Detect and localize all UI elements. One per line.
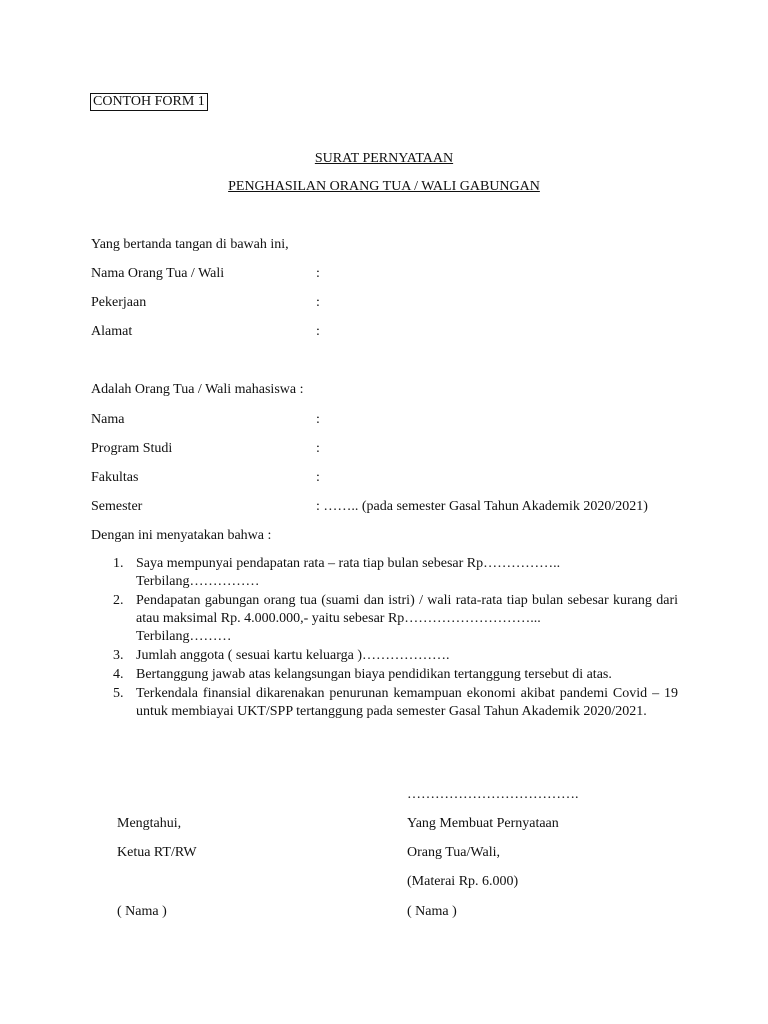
student-name-label: Nama xyxy=(91,412,125,427)
statement-item xyxy=(113,647,678,665)
witness-name: ( Nama ) xyxy=(117,904,167,919)
document-subtitle: PENGHASILAN ORANG TUA / WALI GABUNGAN xyxy=(228,179,540,194)
occupation-label: Pekerjaan xyxy=(91,295,147,310)
semester-value: : …….. (pada semester Gasal Tahun Akademik 2020/2021) xyxy=(316,499,648,514)
statement-number: 2. xyxy=(113,593,124,608)
statement-number: 4. xyxy=(113,667,124,682)
signature-date-line: ………………………………. xyxy=(407,787,579,802)
statement-text: Saya mempunyai pendapatan rata – rata tiap bulan sebesar Rp…………….. xyxy=(136,556,561,571)
parent-name-label: Nama Orang Tua / Wali xyxy=(91,266,225,281)
statement-item xyxy=(113,666,678,684)
parent-name-colon: : xyxy=(316,266,320,281)
statement-text: Bertanggung jawab atas kelangsungan biaya pendidikan tertanggung tersebut di atas. xyxy=(136,667,612,682)
study-program-colon: : xyxy=(316,441,320,456)
statement-text: Pendapatan gabungan orang tua (suami dan istri) / wali rata-rata tiap bulan sebesar kurang dari atau maksimal Rp. 4.000.000,- yaitu sebesar Rp………………………... xyxy=(136,593,678,626)
semester-label: Semester xyxy=(91,499,143,514)
address-colon: : xyxy=(316,324,320,339)
declarant-role: Orang Tua/Wali, xyxy=(407,845,500,860)
student-name-colon: : xyxy=(316,412,320,427)
form-tag: CONTOH FORM 1 xyxy=(90,93,208,111)
statement-item xyxy=(113,555,678,591)
statement-intro: Dengan ini menyatakan bahwa : xyxy=(91,528,272,543)
statement-item xyxy=(113,592,678,646)
witness-label: Mengtahui, xyxy=(117,816,182,831)
statement-number: 5. xyxy=(113,686,124,701)
statement-spelled-out: Terbilang…………… xyxy=(136,574,260,589)
faculty-label: Fakultas xyxy=(91,470,139,485)
statement-spelled-out: Terbilang……… xyxy=(136,629,232,644)
address-label: Alamat xyxy=(91,324,133,339)
document-title: SURAT PERNYATAAN xyxy=(314,151,454,166)
declarant-label: Yang Membuat Pernyataan xyxy=(407,816,559,831)
statement-list xyxy=(113,555,678,722)
statement-text: Jumlah anggota ( sesuai kartu keluarga )………………. xyxy=(136,648,450,663)
occupation-colon: : xyxy=(316,295,320,310)
faculty-colon: : xyxy=(316,470,320,485)
statement-text: Terkendala finansial dikarenakan penurunan kemampuan ekonomi akibat pandemi Covid – 19 untuk membiayai UKT/SPP tertanggung pada semester Gasal Tahun Akademik 2020/2021. xyxy=(136,686,678,719)
stamp-duty-note: (Materai Rp. 6.000) xyxy=(407,874,519,889)
statement-item xyxy=(113,685,678,721)
statement-number: 1. xyxy=(113,556,124,571)
student-intro: Adalah Orang Tua / Wali mahasiswa : xyxy=(91,382,304,397)
declarant-name: ( Nama ) xyxy=(407,904,457,919)
statement-number: 3. xyxy=(113,648,124,663)
study-program-label: Program Studi xyxy=(91,441,173,456)
witness-role: Ketua RT/RW xyxy=(117,845,197,860)
intro-text: Yang bertanda tangan di bawah ini, xyxy=(91,237,289,252)
